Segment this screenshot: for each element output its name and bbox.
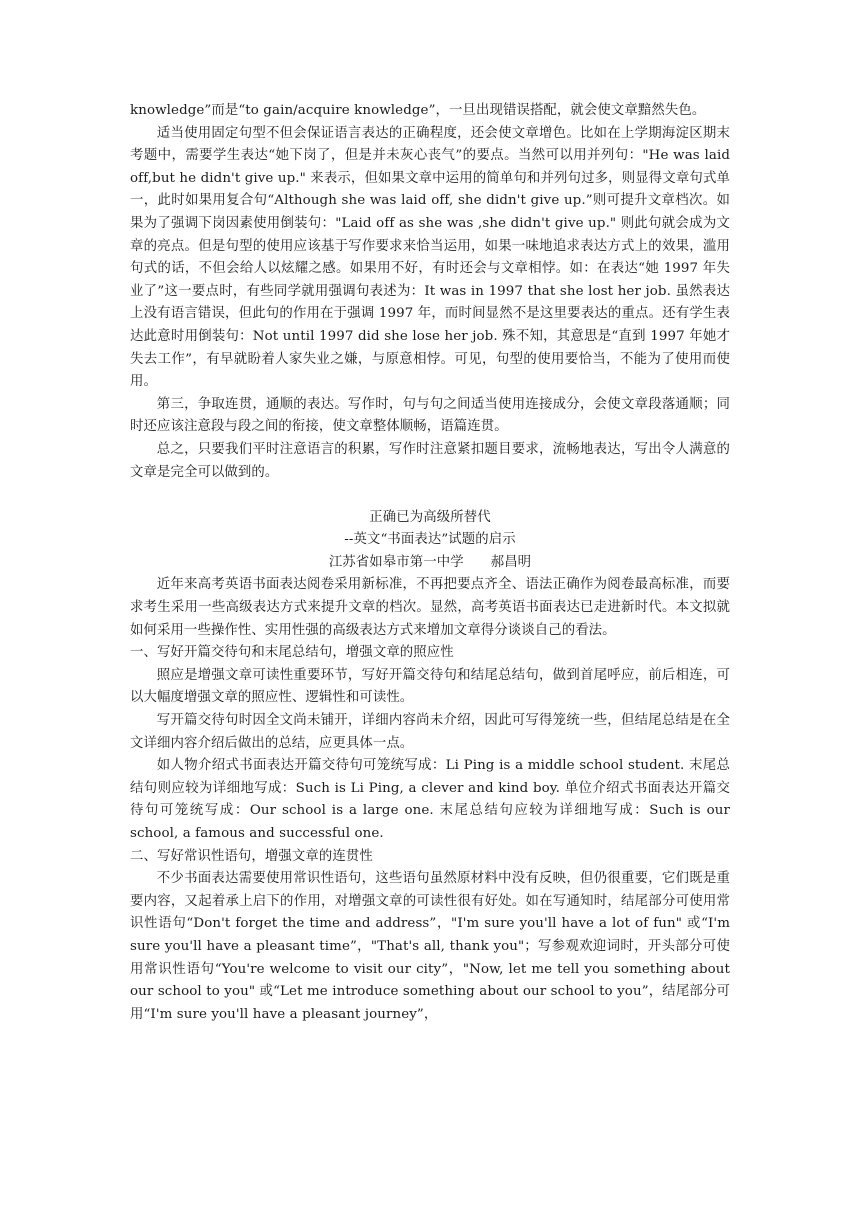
section2-paragraph-1: 不少书面表达需要使用常识性语句，这些语句虽然原材料中没有反映，但仍很重要，它们既是重要内容，又起着承上启下的作用，对增强文章的可读性很有好处。如在写通知时，结尾部分可使用常识性语句“Don't forget the time and address”，"I'm sure you'll have a lot of fun" 或“I'm sure you'll have a pleasant time”，"That's all, thank you"；写参观欢迎词时，开头部分可使用常识性语句“You're welcome to visit our city”，"Now, let me tell you something about our school to you" 或“Let me introduce something about our school to you”，结尾部分可用“I'm sure you'll have a pleasant journey”， — [130, 871, 730, 1022]
section1-paragraph-2: 写开篇交待句时因全文尚未铺开，详细内容尚未介绍，因此可写得笼统一些，但结尾总结是在全文详细内容介绍后做出的总结，应更具体一点。 — [130, 713, 730, 751]
paragraph-coherence: 第三，争取连贯，通顺的表达。写作时，句与句之间适当使用连接成分，会使文章段落通顺；同时还应该注意段与段之间的衔接，使文章整体顺畅，语篇连贯。 — [130, 396, 730, 435]
paragraph-continuation: knowledge”而是“to gain/acquire knowledge”，一旦出现错误搭配，就会使文章黯然失色。 — [130, 103, 706, 118]
section-gap — [130, 484, 730, 507]
article-intro: 近年来高考英语书面表达阅卷采用新标准，不再把要点齐全、语法正确作为阅卷最高标准，而要求考生采用一些高级表达方式来提升文章的档次。显然，高考英语书面表达已走进新时代。本文拟就如何采用一些操作性、实用性强的高级表达方式来增加文章得分谈谈自己的看法。 — [130, 577, 730, 638]
section2-heading: 二、写好常识性语句，增强文章的连贯性 — [130, 848, 373, 864]
document-page — [130, 100, 730, 1026]
paragraph-sentence-patterns: 适当使用固定句型不但会保证语言表达的正确程度，还会使文章增色。比如在上学期海淀区期末考题中，需要学生表达“她下岗了，但是并未灰心丧气”的要点。当然可以用并列句："He was laid off,but he didn't give up." 来表示，但如果文章中运用的简单句和并列句过多，则显得文章句式单一，此时如果用复合句“Although she was laid off, she didn't give up.”则可提升文章档次。如果为了强调下岗因素使用倒装句："Laid off as she was ,she didn't give up." 则此句就会成为文章的亮点。但是句型的使用应该基于写作要求来恰当运用，如果一味地追求表达方式上的效果，滥用句式的话，不但会给人以炫耀之感。如果用不好，有时还会与文章相悖。如：在表达“她 1997 年失业了”这一要点时，有些同学就用强调句表述为：It was in 1997 that she lost her job. 虽然表达上没有语言错误，但此句的作用在于强调 1997 年，而时间显然不是这里要表达的重点。还有学生表达此意时用倒装句：Not until 1997 did she lose her job. 殊不知，其意思是“直到 1997 年她才失去工作”，有早就盼着人家失业之嫌，与原意相悖。可见，句型的使用要恰当，不能为了使用而使用。 — [130, 125, 730, 390]
article-subtitle: --英文“书面表达”试题的启示 — [344, 532, 516, 548]
section1-paragraph-3: 如人物介绍式书面表达开篇交待句可笼统写成：Li Ping is a middle school student. 末尾总结句则应较为详细地写成：Such is Li Ping, a clever and kind boy. 单位介绍式书面表达开篇交待句可笼统写成：Our school is a large one. 末尾总结句应较为详细地写成：Such is our school, a famous and successful one. — [130, 758, 730, 841]
section1-heading: 一、写好开篇交待句和末尾总结句，增强文章的照应性 — [130, 645, 454, 661]
paragraph-conclusion: 总之，只要我们平时注意语言的积累，写作时注意紧扣题目要求，流畅地表达，写出令人满意的文章是完全可以做到的。 — [130, 441, 730, 480]
section1-paragraph-1: 照应是增强文章可读性重要环节，写好开篇交待句和结尾总结句，做到首尾呼应，前后相连，可以大幅度增强文章的照应性、逻辑性和可读性。 — [130, 667, 730, 706]
article-byline: 江苏省如皋市第一中学 郝昌明 — [328, 554, 532, 570]
article-title: 正确已为高级所替代 — [369, 509, 491, 525]
